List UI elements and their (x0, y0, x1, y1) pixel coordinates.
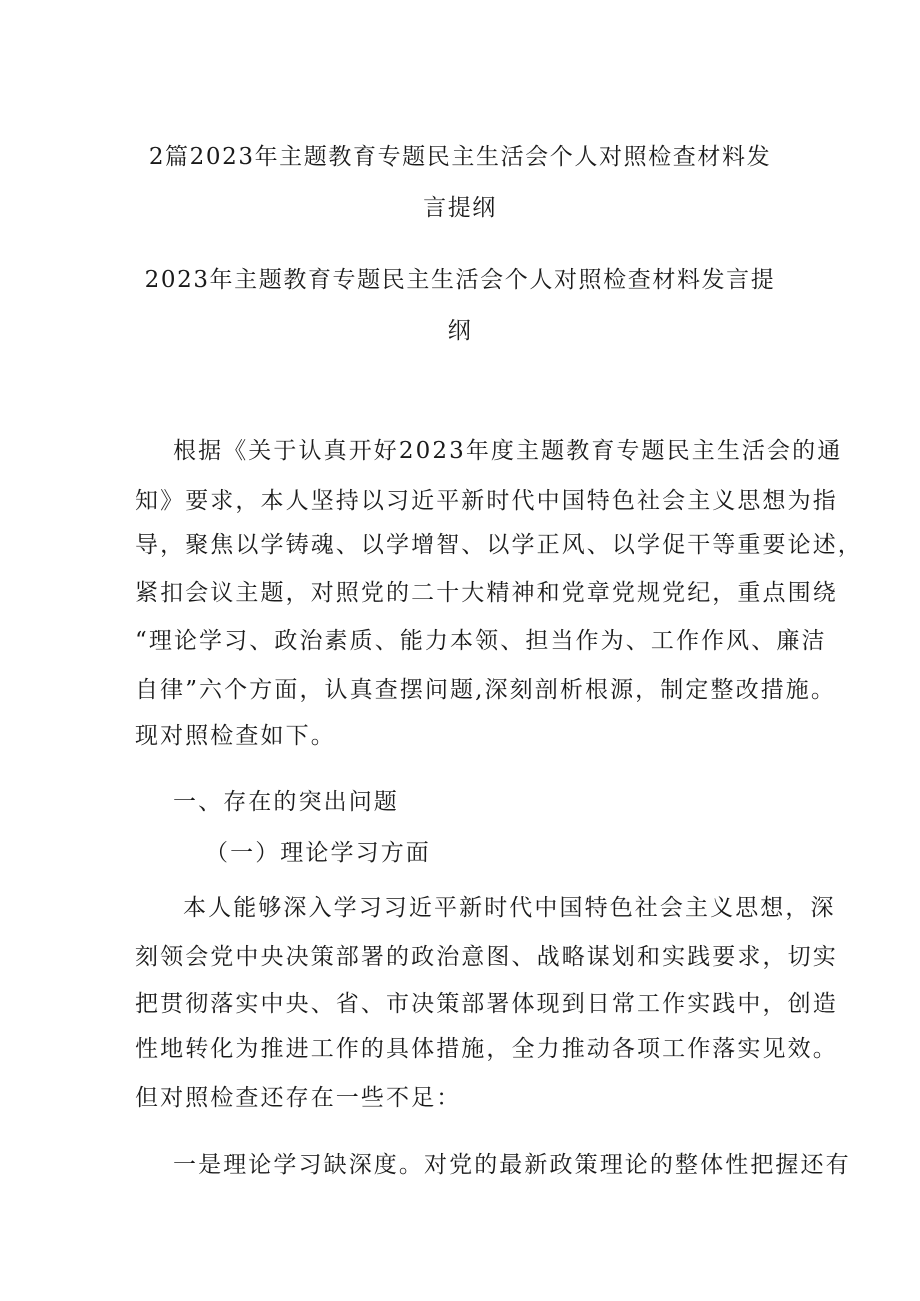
body-line: 性地转化为推进工作的具体措施，全力推动各项工作落实见效。 (135, 1036, 838, 1062)
body-line: 刻领会党中央决策部署的政治意图、战略谋划和实践要求，切实 (135, 944, 838, 970)
intro-line: “理论学习、政治素质、能力本领、担当作为、工作作风、廉洁 (135, 628, 827, 654)
body-line: 一是理论学习缺深度。对党的最新政策理论的整体性把握还有 (173, 1152, 851, 1178)
document-title-line-2: 言提纲 (423, 195, 497, 221)
section-heading: 一、存在的突出问题 (173, 789, 399, 815)
document-subtitle-line-1: 2023年主题教育专题民主生活会个人对照检查材料发言提 (144, 267, 776, 293)
body-line: 本人能够深入学习习近平新时代中国特色社会主义思想，深 (183, 895, 836, 921)
intro-line: 现对照检查如下。 (135, 723, 336, 749)
intro-line: 紧扣会议主题，对照党的二十大精神和党章党规党纪，重点围绕 (135, 580, 838, 606)
subsection-heading: （一）理论学习方面 (205, 840, 431, 866)
document-subtitle-line-2: 纲 (447, 318, 473, 344)
intro-line: 导，聚焦以学铸魂、以学增智、以学正风、以学促干等重要论述， (135, 532, 863, 558)
document-title-line-1: 2篇2023年主题教育专题民主生活会个人对照检查材料发 (148, 144, 772, 170)
intro-line: 自律”六个方面，认真查摆问题,深刻剖析根源，制定整改措施。 (135, 677, 836, 703)
intro-line: 根据《关于认真开好2023年度主题教育专题民主生活会的通 (173, 438, 843, 464)
body-line: 但对照检查还存在一些不足： (135, 1085, 462, 1111)
intro-line: 知》要求，本人坚持以习近平新时代中国特色社会主义思想为指 (135, 488, 838, 514)
body-line: 把贯彻落实中央、省、市决策部署体现到日常工作实践中，创造 (135, 991, 838, 1017)
